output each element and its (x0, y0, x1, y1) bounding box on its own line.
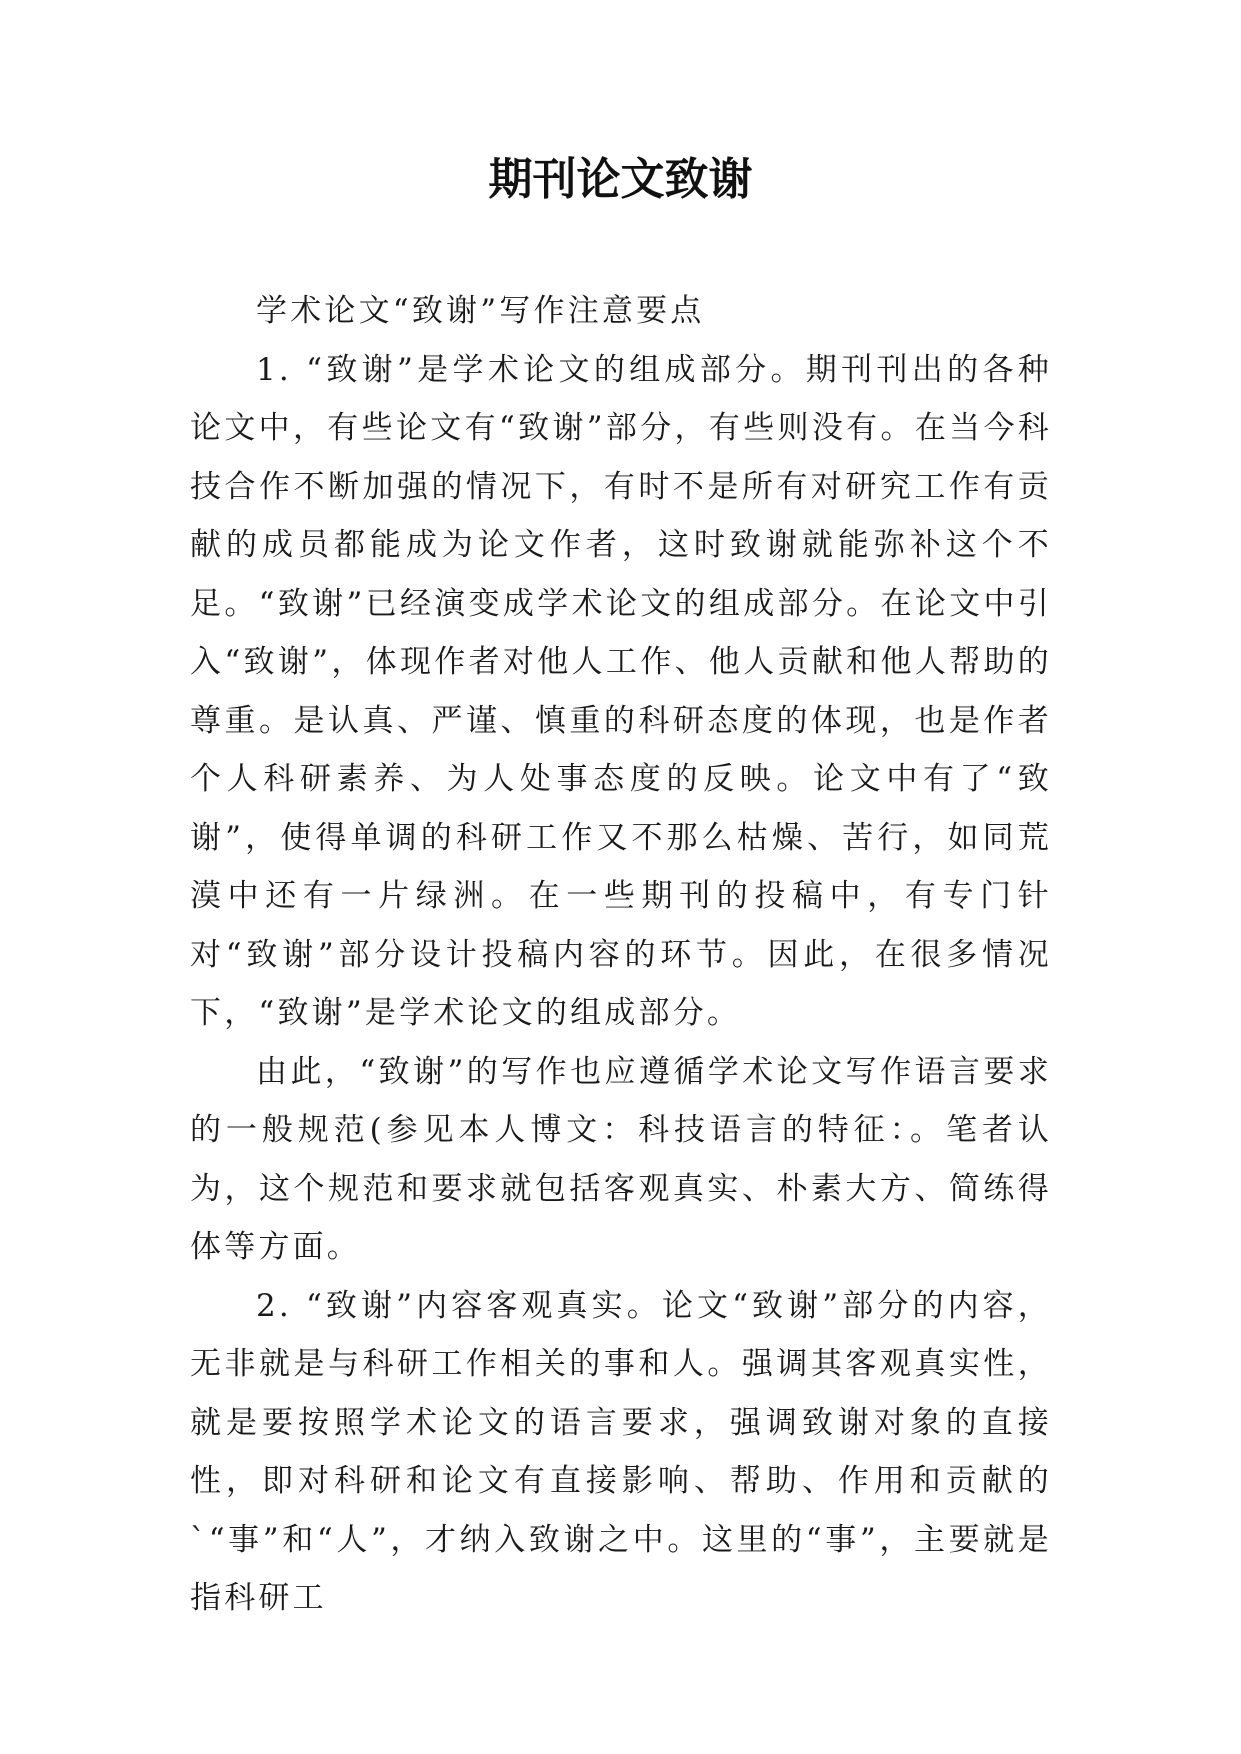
paragraph-norms: 由此，“致谢”的写作也应遵循学术论文写作语言要求的一般规范(参见本人博文：科技语言的特征：。笔者认为，这个规范和要求就包括客观真实、朴素大方、简练得体等方面。 (190, 1053, 1052, 1265)
page-title: 期刊论文致谢 (488, 154, 753, 205)
paragraph-point-2: 2. “致谢”内容客观真实。论文“致谢”部分的内容，无非就是与科研工作相关的事和人。强调其客观真实性，就是要按照学术论文的语言要求，强调致谢对象的直接性，即对科研和论文有直接影响、帮助、作用和贡献的`“事”和“人”，才纳入致谢之中。这里的“事”，主要就是指科研工 (190, 1287, 1052, 1616)
paragraph-point-1: 1. “致谢”是学术论文的组成部分。期刊刊出的各种论文中，有些论文有“致谢”部分，有些则没有。在当今科技合作不断加强的情况下，有时不是所有对研究工作有贡献的成员都能成为论文作者，这时致谢就能弥补这个不足。“致谢”已经演变成学术论文的组成部分。在论文中引入“致谢”，体现作者对他人工作、他人贡献和他人帮助的尊重。是认真、严谨、慎重的科研态度的体现，也是作者个人科研素养、为人处事态度的反映。论文中有了“致谢”，使得单调的科研工作又不那么枯燥、苦行，如同荒漠中还有一片绿洲。在一些期刊的投稿中，有专门针对“致谢”部分设计投稿内容的环节。因此，在很多情况下，“致谢”是学术论文的组成部分。 (190, 351, 1052, 1031)
paragraph-heading: 学术论文“致谢”写作注意要点 (256, 293, 705, 329)
document-body (190, 282, 1052, 1628)
